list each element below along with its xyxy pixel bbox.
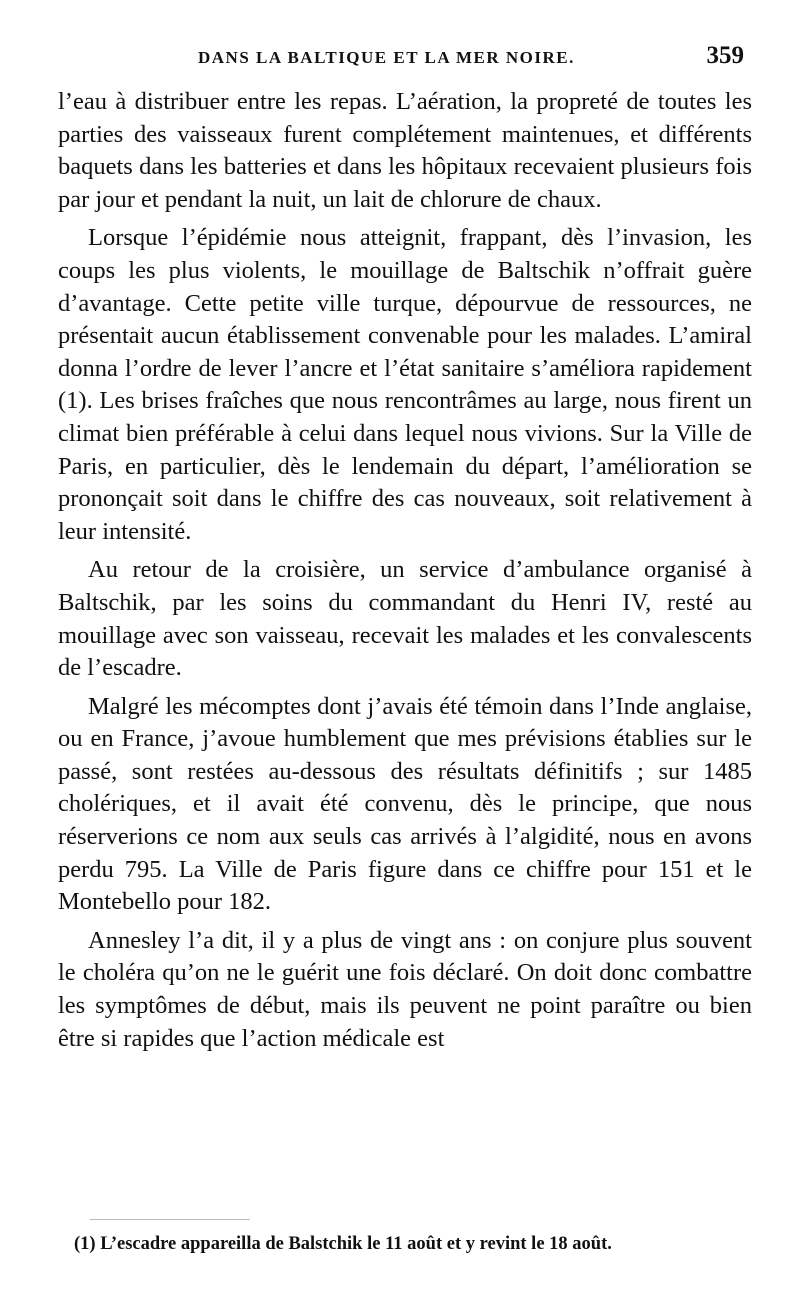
footnote-divider <box>90 1219 250 1220</box>
paragraph-3: Au retour de la croisière, un service d’ambulance organisé à Baltschik, par les soins du commandant du Henri IV, resté au mouillage avec son vaisseau, recevait les malades et les convalescents de l’escadre. <box>58 556 752 682</box>
paragraph-2: Lorsque l’épidémie nous atteignit, frappant, dès l’invasion, les coups les plus violents, le mouillage de Baltschik n’offrait guère d’avantage. Cette petite ville turque, dépourvue de ressources, ne présentait aucun établissement convenable pour les malades. L’amiral donna l’ordre de lever l’ancre et l’état sanitaire s’améliora rapidement (1). Les brises fraîches que nous rencontrâmes au large, nous firent un climat bien préférable à celui dans lequel nous vivions. Sur la Ville de Paris, en particulier, dès le lendemain du départ, l’amélioration se prononçait soit dans le chiffre des cas nouveaux, soit relativement à leur intensité. <box>58 224 752 545</box>
footnote: (1) L’escadre appareilla de Balstchik le 11 août et y revint le 18 août. <box>74 1234 612 1254</box>
body-text <box>58 86 752 1055</box>
running-title: DANS LA BALTIQUE ET LA MER NOIRE. <box>198 48 575 67</box>
paragraph-4: Malgré les mécomptes dont j’avais été témoin dans l’Inde anglaise, ou en France, j’avoue humblement que mes prévisions établies sur le passé, sont restées au-dessous des résultats définitifs ; sur 1485 cholériques, et il avait été convenu, dès le principe, que nous réserverions ce nom aux seuls cas arrivés à l’algidité, nous en avons perdu 795. La Ville de Paris figure dans ce chiffre pour 151 et le Montebello pour 182. <box>58 692 752 916</box>
paragraph-5: Annesley l’a dit, il y a plus de vingt ans : on conjure plus souvent le choléra qu’on ne le guérit une fois déclaré. On doit donc combattre les symptômes de début, mais ils peuvent ne point paraître ou bien être si rapides que l’action médicale est <box>58 926 752 1052</box>
page-number: 359 <box>706 42 744 69</box>
paragraph-1: l’eau à distribuer entre les repas. L’aération, la propreté de toutes les parties des vaisseaux furent complétement maintenues, et différents baquets dans les batteries et dans les hôpitaux recevaient plusieurs fois par jour et pendant la nuit, un lait de chlorure de chaux. <box>58 88 752 213</box>
running-head <box>58 44 752 78</box>
